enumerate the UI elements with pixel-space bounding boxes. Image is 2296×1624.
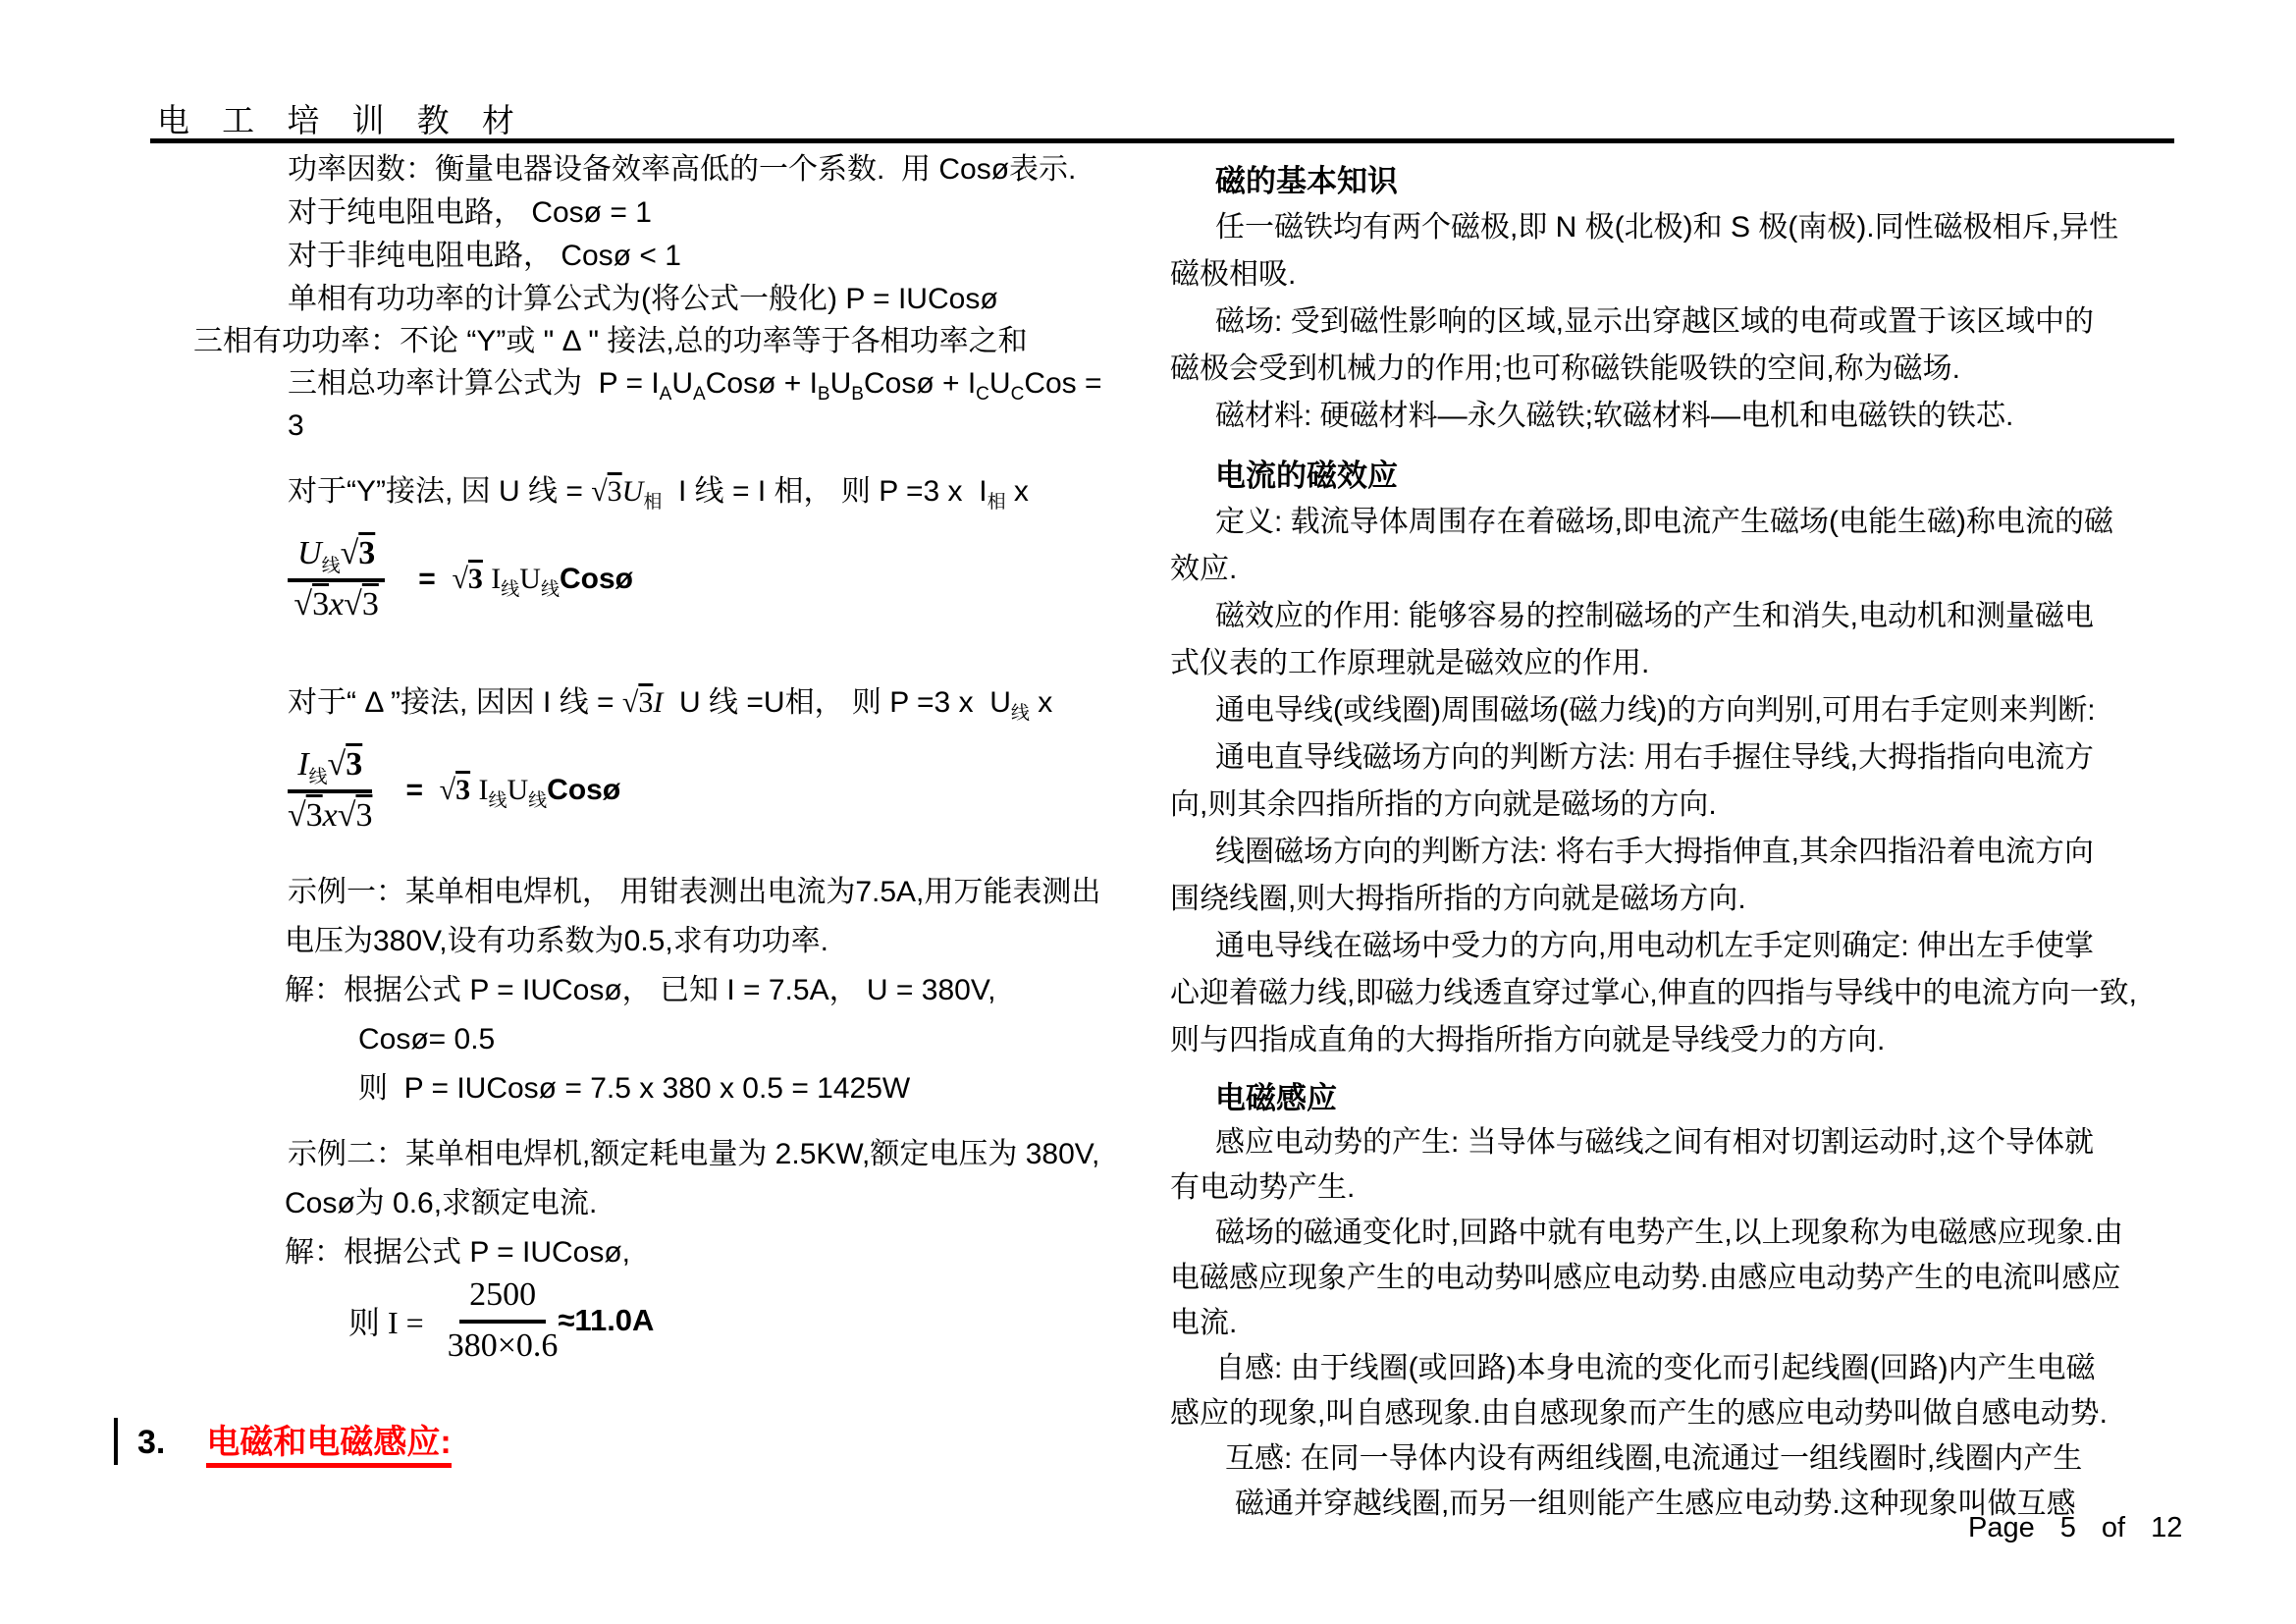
text-line: 感应电动势的产生: 当导体与磁线之间有相对切割运动时,这个导体就 [1215,1126,2095,1159]
example2-line: Cosø为 0.6,求额定电流. [285,1187,598,1219]
current-result-formula [348,1276,654,1365]
fraction: $\frac{U_线√3}{√3x√3}$ [288,535,385,623]
page-label: Page [1968,1512,2035,1543]
text-line: 电流. [1170,1307,1238,1339]
header-rule [150,138,2174,143]
text-line: 通电导线(或线圈)周围磁场(磁力线)的方向判别,可用右手定则来判断: [1215,694,2096,727]
text-line: 通电导线在磁场中受力的方向,用电动机左手定则确定: 伸出左手使掌 [1215,930,2095,962]
text-line: 磁极会受到机械力的作用;也可称磁铁能吸铁的空间,称为磁场. [1170,352,1961,385]
fraction-result: ≈11.0A [558,1303,655,1337]
magnetism-basics-heading: 磁的基本知识 [1215,164,1398,198]
text-line: 单相有功功率的计算公式为(将公式一般化) P = IUCosø [288,283,998,315]
electromagnetic-induction-heading: 电磁感应 [1215,1081,1337,1115]
text-line: 磁效应的作用: 能够容易的控制磁场的产生和消失,电动机和测量磁电 [1215,600,2095,632]
text-line: 对于纯电阻电路， Cosø = 1 [288,196,652,229]
sqrt-icon: √3 [327,746,363,783]
text-line: 对于非纯电阻电路， Cosø < 1 [288,240,681,272]
sqrt-icon: √3 [344,586,379,623]
three-phase-power-formula: 三相总功率计算公式为 $P = I_AU_ACosø$ + $I_BU_BCosø + I_CU_CCos$ = [288,367,1102,405]
of-label: of [2101,1512,2126,1543]
sqrt-icon: √3 [294,586,330,623]
example1-line: 则 P = IUCosø = 7.5 x 380 x 0.5 = 1425W [358,1072,911,1105]
sqrt-icon: √3 [288,797,323,834]
fraction-result: = √3 $I_线U_线Cosø$ [405,774,621,811]
example1-line: 电压为380V,设有功系数为0.5,求有功功率. [285,925,829,957]
sqrt-icon: √3 [439,774,471,806]
text-line: 3 [288,409,304,442]
text-line: 电磁感应现象产生的电动势叫感应电动势.由感应电动势产生的电流叫感应 [1170,1262,2121,1294]
text-line: 三相有功功率：不论 “Y”或 " Δ " 接法,总的功率等于各相功率之和 [193,325,1028,357]
text-line: 磁材料: 硬磁材料—永久磁铁;软磁材料—电机和电磁铁的铁芯. [1215,400,2014,432]
page-number: 5 [2059,1512,2076,1543]
text-line: 心迎着磁力线,即磁力线透直穿过掌心,伸直的四指与导线中的电流方向一致, [1170,977,2138,1009]
text-line: 磁极相吸. [1170,258,1297,291]
text-line: 功率因数：衡量电器设备效率高低的一个系数. 用 Cosø表示. [288,153,1077,186]
fraction: $\frac{I_线√3}{√3x√3}$ [288,746,373,834]
total-pages: 12 [2151,1512,2183,1543]
example1-line: Cosø= 0.5 [358,1023,496,1056]
text-line: 磁场的磁通变化时,回路中就有电势产生,以上现象称为电磁感应现象.由 [1215,1217,2124,1249]
sqrt-icon: √3 [337,797,373,834]
example1-line: 解：根据公式 P = IUCosø， 已知 I = 7.5A， U = 380V, [285,974,996,1006]
fraction-prefix: 则 I = [348,1305,432,1340]
text-line: 自感: 由于线圈(或回路)本身电流的变化而引起线圈(回路)内产生电磁 [1215,1352,2096,1384]
change-bar [114,1418,118,1465]
wye-connection-line: 对于“Y”接法, 因 U 线 = $√3U_相$ I 线 = I 相， 则 P =3 x $I_相$ x [288,475,1029,513]
text-line: 通电直导线磁场方向的判断方法: 用右手握住导线,大拇指指向电流方 [1215,741,2095,774]
text-line: 磁场: 受到磁性影响的区域,显示出穿越区域的电荷或置于该区域中的 [1215,305,2095,338]
example2-line: 解：根据公式 P = IUCosø, [285,1236,631,1269]
section3-title: 电磁和电磁感应: [206,1424,451,1468]
text-line: 则与四指成直角的大拇指所指方向就是导线受力的方向. [1170,1024,1886,1056]
example1-line: 示例一：某单相电焊机， 用钳表测出电流为7.5A,用万能表测出 [288,876,1101,908]
page-number-footer [1968,1512,2182,1544]
delta-connection-line: 对于“ Δ ”接法, 因因 I 线 = √3I U 线 =U相， 则 P =3 x $U_线$ x [288,686,1053,724]
sqrt-icon: √3 [591,475,622,508]
text-line: 定义: 载流导体周围存在着磁场,即电流产生磁场(电能生磁)称电流的磁 [1215,506,2113,538]
delta-fraction-formula [288,746,620,835]
text-line: 有电动势产生. [1170,1171,1356,1204]
text-line: 效应. [1170,553,1238,585]
text-line: 互感: 在同一导体内设有两组线圈,电流通过一组线圈时,线圈内产生 [1225,1442,2083,1475]
text-line: 磁通并穿越线圈,而另一组则能产生感应电动势.这种现象叫做互感 [1235,1488,2076,1520]
section3-heading [137,1423,452,1463]
sqrt-icon: √3 [340,535,376,571]
page-header-title: 电 工 培 训 教 材 [157,102,526,138]
magnetic-effect-heading: 电流的磁效应 [1215,459,1398,493]
fraction-result: = √3 $I_线U_线Cosø$ [418,563,633,600]
text-line: 围绕线圈,则大拇指所指的方向就是磁场方向. [1170,883,1746,915]
section3-number: 3. [137,1424,166,1461]
fraction: $\frac{2500}{380\times 0.6}$ [447,1276,559,1364]
example2-line: 示例二：某单相电焊机,额定耗电量为 2.5KW,额定电压为 380V, [288,1138,1100,1170]
text-line: 线圈磁场方向的判断方法: 将右手大拇指伸直,其余四指沿着电流方向 [1215,836,2095,868]
text-line: 向,则其余四指所指的方向就是磁场的方向. [1170,788,1717,821]
text-line: 感应的现象,叫自感现象.由自感现象而产生的感应电动势叫做自感电动势. [1170,1397,2109,1430]
wye-fraction-formula [288,535,633,623]
sqrt-icon: √3 [621,686,654,719]
text-line: 式仪表的工作原理就是磁效应的作用. [1170,647,1650,679]
sqrt-icon: √3 [452,563,483,595]
text-line: 任一磁铁均有两个磁极,即 N 极(北极)和 S 极(南极).同性磁极相斥,异性 [1215,211,2118,244]
